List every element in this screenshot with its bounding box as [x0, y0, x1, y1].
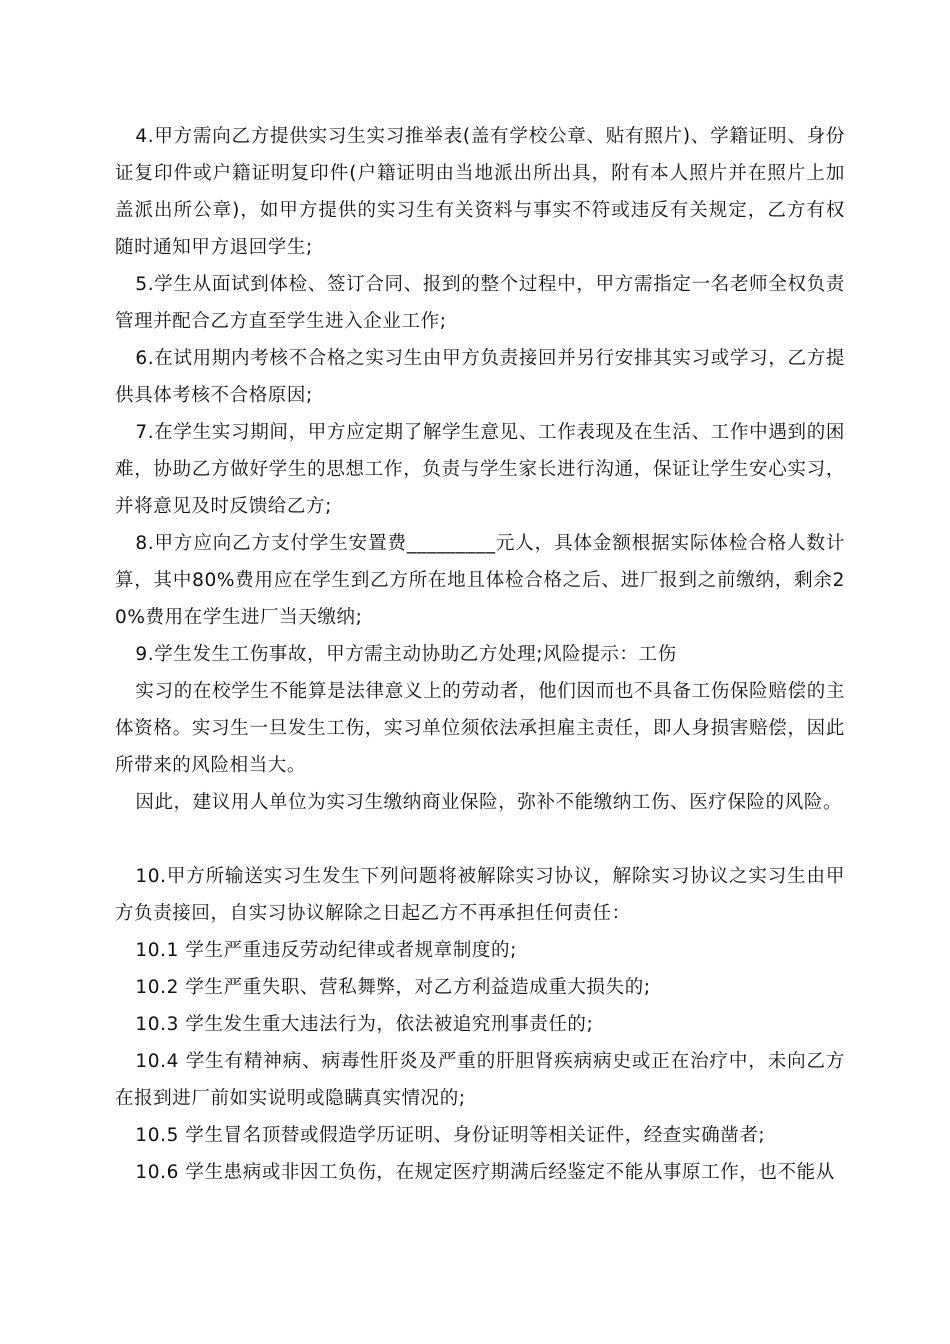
- recommendation-paragraph: 因此，建议用人单位为实习生缴纳商业保险，弥补不能缴纳工伤、医疗保险的风险。: [135, 792, 843, 813]
- clause-9: 9.学生发生工伤事故，甲方需主动协助乙方处理;风险提示：工伤: [135, 644, 677, 665]
- risk-note-paragraph: 实习的在校学生不能算是法律意义上的劳动者，他们因而也不具备工伤保险赔偿的主体资格。实习生一旦发生工伤，实习单位须依法承担雇主责任，即人身损害赔偿，因此所带来的风险相当大。: [115, 681, 845, 776]
- clause-4: 4.甲方需向乙方提供实习生实习推举表(盖有学校公章、贴有照片)、学籍证明、身份证复印件或户籍证明复印件(户籍证明由当地派出所出具，附有本人照片并在照片上加盖派出所公章)，如甲方提供的实习生有关资料与事实不符或违反有关规定，乙方有权随时通知甲方退回学生;: [115, 126, 845, 258]
- clause-10: 10.甲方所输送实习生发生下列问题将被解除实习协议，解除实习协议之实习生由甲方负责接回，自实习协议解除之日起乙方不再承担任何责任：: [115, 866, 845, 924]
- clause-5: 5.学生从面试到体检、签订合同、报到的整个过程中，甲方需指定一名老师全权负责管理并配合乙方直至学生进入企业工作;: [115, 274, 845, 332]
- document-body: [115, 118, 845, 1191]
- clause-7: 7.在学生实习期间，甲方应定期了解学生意见、工作表现及在生活、工作中遇到的困难，协助乙方做好学生的思想工作，负责与学生家长进行沟通，保证让学生安心实习，并将意见及时反馈给乙方;: [115, 422, 845, 517]
- clause-10-3: 10.3 学生发生重大违法行为，依法被追究刑事责任的;: [135, 1014, 594, 1035]
- clause-10-6: 10.6 学生患病或非因工负伤，在规定医疗期满后经鉴定不能从事原工作，也不能从: [135, 1162, 835, 1183]
- clause-10-5: 10.5 学生冒名顶替或假造学历证明、身份证明等相关证件，经查实确凿者;: [135, 1125, 766, 1146]
- clause-6: 6.在试用期内考核不合格之实习生由甲方负责接回并另行安排其实习或学习，乙方提供具体考核不合格原因;: [115, 348, 845, 406]
- clause-8: 8.甲方应向乙方支付学生安置费_________元人，具体金额根据实际体检合格人数计算，其中80%费用应在学生到乙方所在地且体检合格之后、进厂报到之前缴纳，剩余20%费用在学生进厂当天缴纳;: [115, 533, 845, 628]
- paragraph-gap: [115, 821, 845, 858]
- clause-10-1: 10.1 学生严重违反劳动纪律或者规章制度的;: [135, 940, 517, 961]
- clause-10-2: 10.2 学生严重失职、营私舞弊，对乙方利益造成重大损失的;: [135, 977, 651, 998]
- clause-10-4: 10.4 学生有精神病、病毒性肝炎及严重的肝胆肾疾病病史或正在治疗中，未向乙方在报到进厂前如实说明或隐瞒真实情况的;: [115, 1051, 845, 1109]
